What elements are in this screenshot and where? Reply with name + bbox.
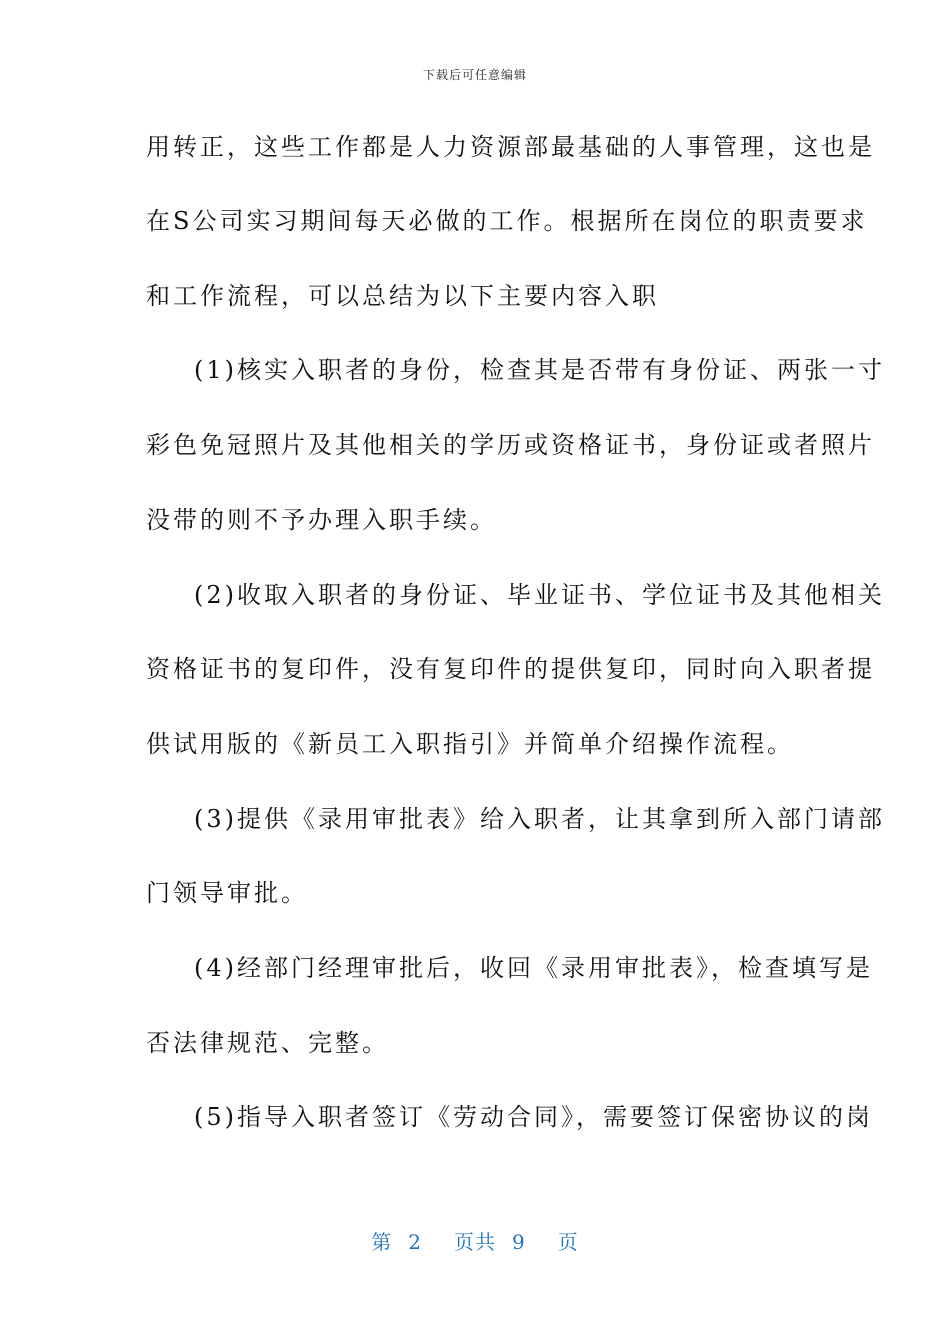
list-item-1-line: (1)核实入职者的身份，检查其是否带有身份证、两张一寸	[194, 356, 885, 384]
paragraph-line: 和工作流程，可以总结为以下主要内容入职	[146, 282, 659, 310]
list-item-2-line: (2)收取入职者的身份证、毕业证书、学位证书及其他相关	[194, 581, 885, 609]
paragraph-line: 供试用版的《新员工入职指引》并简单介绍操作流程。	[146, 730, 794, 758]
page-header-note: 下载后可任意编辑	[422, 68, 527, 82]
footer-total-pages: 9	[512, 1230, 526, 1254]
footer-middle: 页共	[454, 1230, 496, 1254]
footer-current-page: 2	[408, 1230, 422, 1254]
paragraph-line: 在S公司实习期间每天必做的工作。根据所在岗位的职责要求	[146, 207, 868, 235]
list-item-3-line: (3)提供《录用审批表》给入职者，让其拿到所入部门请部	[194, 805, 885, 833]
page-number-footer	[0, 1226, 950, 1255]
footer-suffix: 页	[557, 1230, 579, 1254]
paragraph-line: 用转正，这些工作都是人力资源部最基础的人事管理，这也是	[146, 133, 875, 161]
paragraph-line: 资格证书的复印件，没有复印件的提供复印，同时向入职者提	[146, 655, 875, 683]
paragraph-line: 否法律规范、完整。	[146, 1029, 389, 1057]
paragraph-line: 门领导审批。	[146, 879, 308, 907]
list-item-5-line: (5)指导入职者签订《劳动合同》，需要签订保密协议的岗	[194, 1103, 873, 1131]
footer-prefix: 第	[371, 1230, 393, 1254]
list-item-4-line: (4)经部门经理审批后，收回《录用审批表》，检查填写是	[194, 954, 873, 982]
paragraph-line: 没带的则不予办理入职手续。	[146, 506, 497, 534]
paragraph-line: 彩色免冠照片及其他相关的学历或资格证书，身份证或者照片	[146, 431, 875, 459]
